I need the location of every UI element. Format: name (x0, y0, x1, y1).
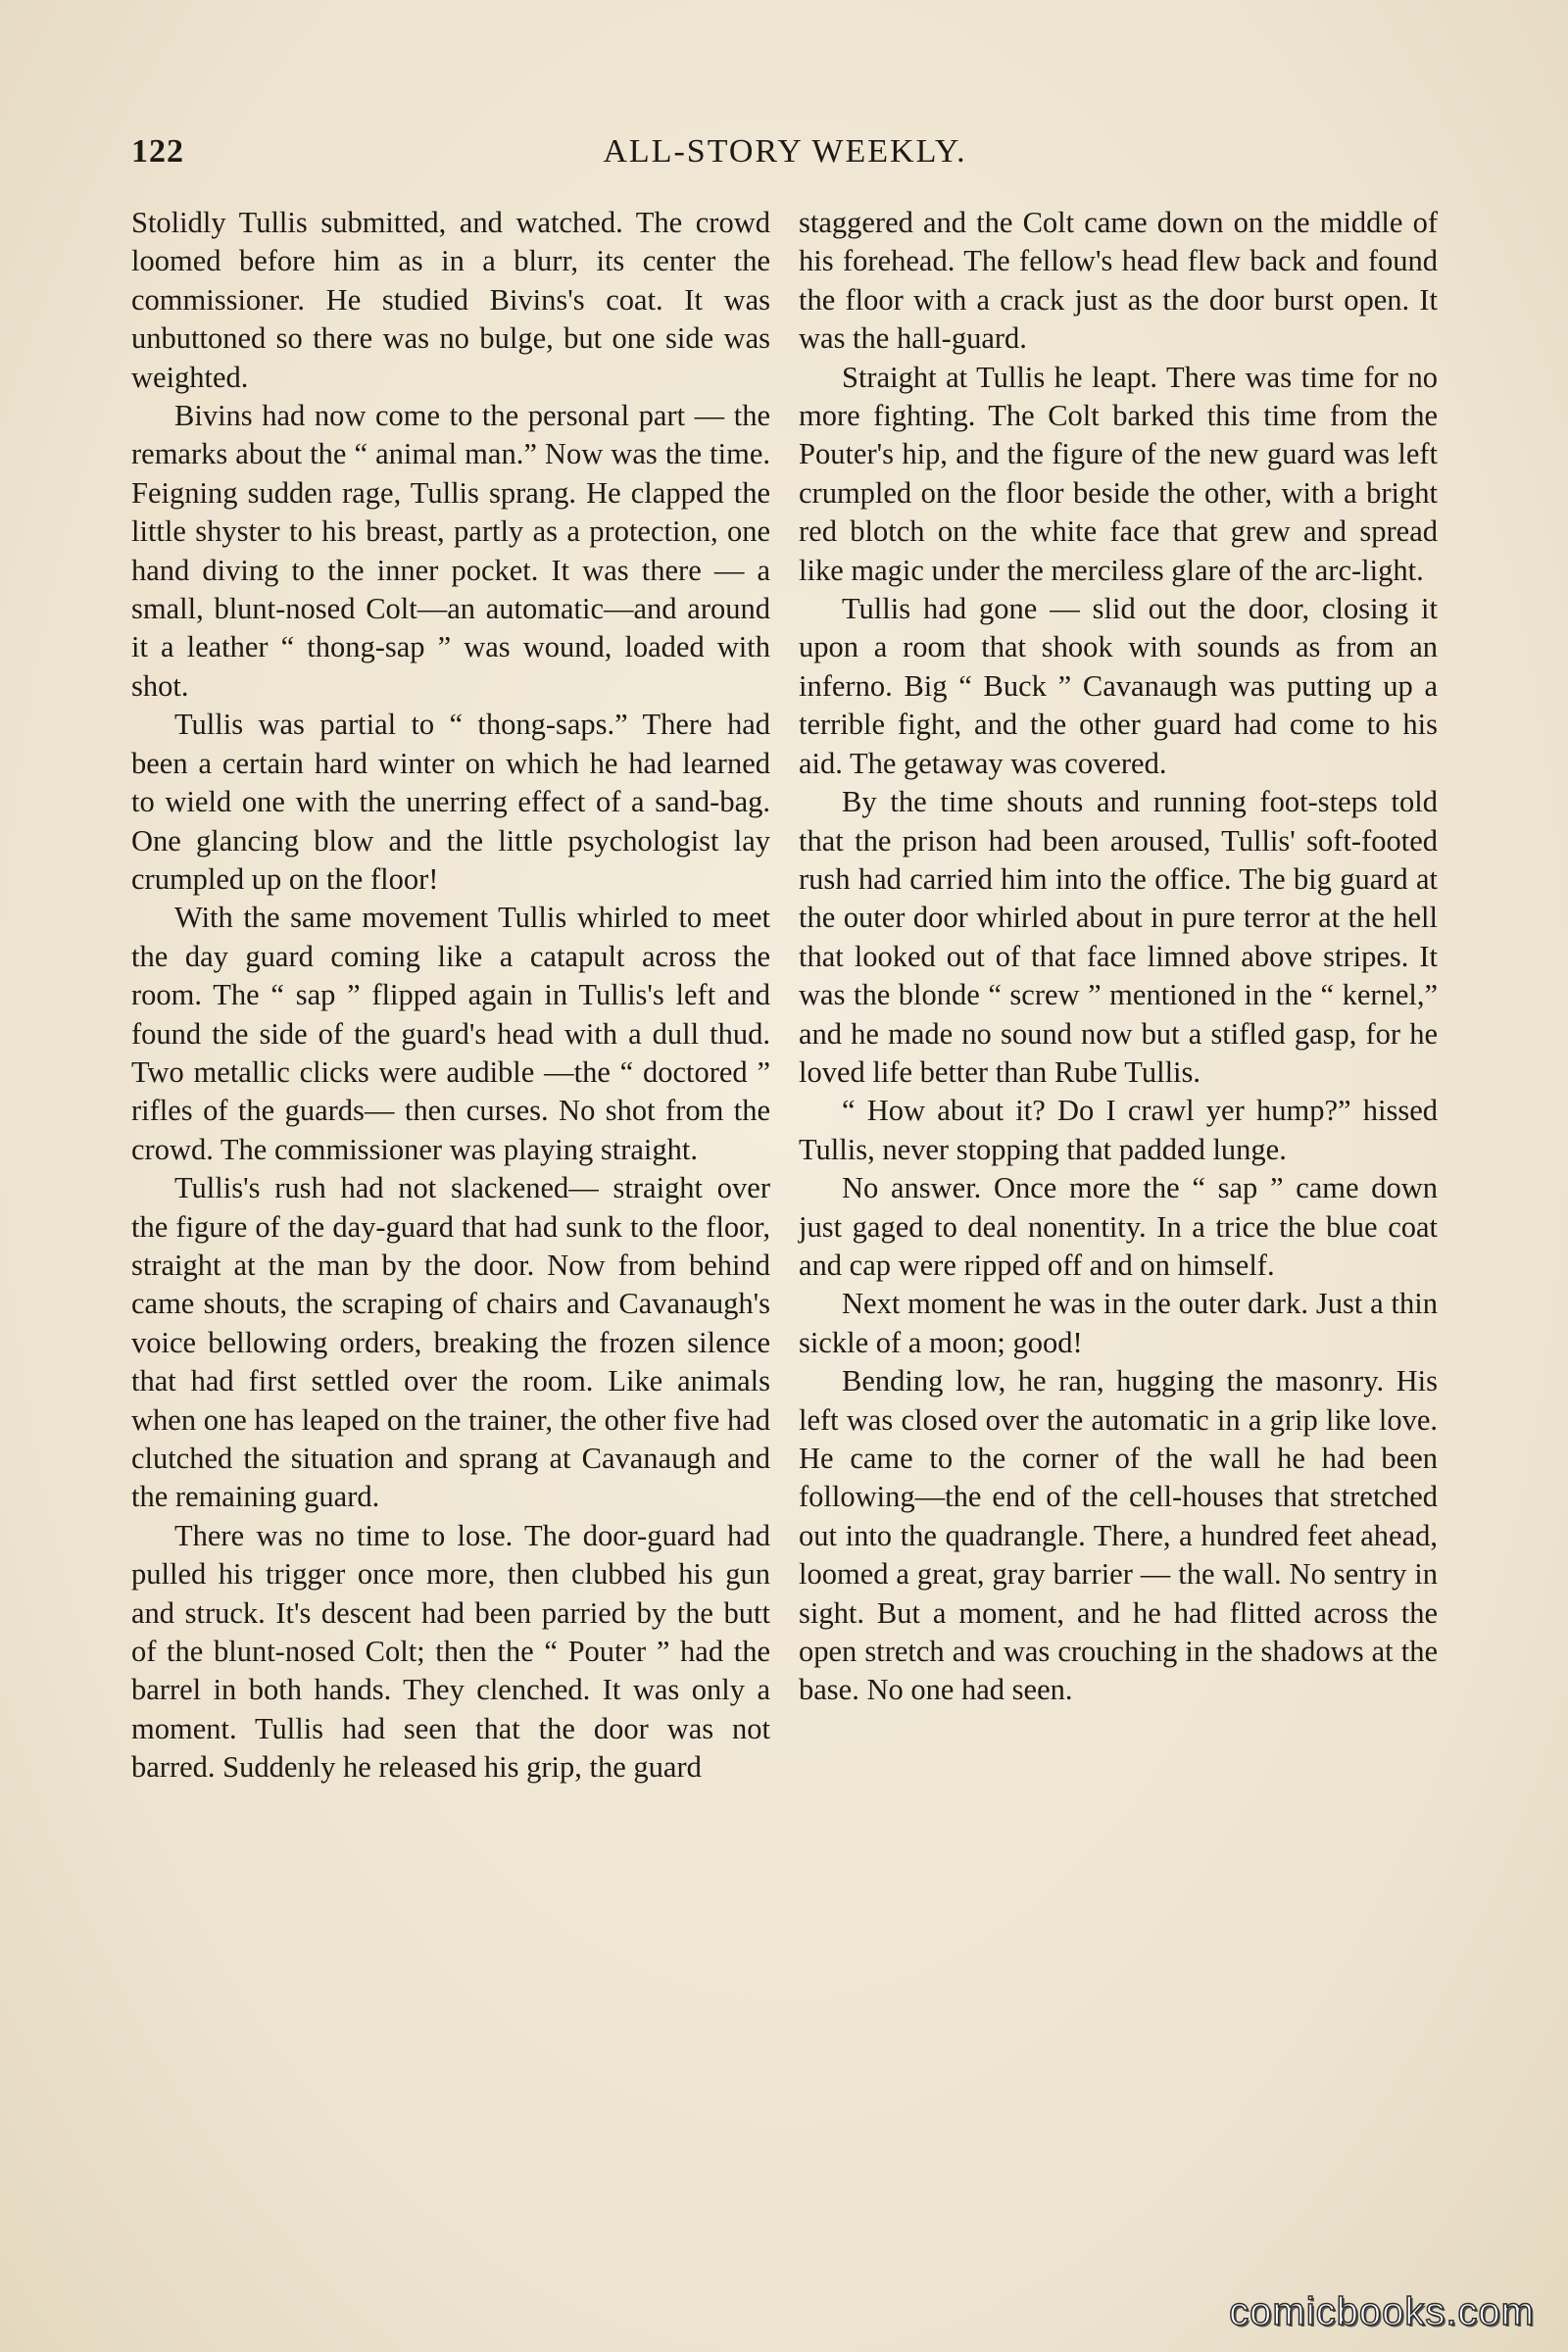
source-watermark: comicbooks.com (1229, 2290, 1535, 2333)
paragraph: Stolidly Tullis submitted, and watched. The crowd loomed before him as in a blurr, its center the commissioner. He studied Bivins's coat. It was unbuttoned so there was no bulge, but one side was weighted. (131, 206, 770, 394)
paragraph: By the time shouts and running foot-steps told that the prison had been aroused, Tullis' soft-footed rush had carried him into the office. The big guard at the outer door whirled about in pure terror at the hell that looked out of that face limned above stripes. It was the blonde “ screw ” mentioned in the “ kernel,” and he made no sound now but a stifled gasp, for he loved life better than Rube Tullis. (799, 785, 1438, 1089)
paragraph: Straight at Tullis he leapt. There was time for no more fighting. The Colt barked this time from the Pouter's hip, and the figure of the new guard was left crumpled on the floor beside the other, with a bright red blotch on the white face that grew and spread like magic under the merciless glare of the arc-light. (799, 360, 1438, 587)
running-header (131, 133, 1439, 182)
paragraph: Tullis's rush had not slackened— straight over the figure of the day-guard that had sunk to the floor, straight at the man by the door. Now from behind came shouts, the scraping of chairs and Cavanaugh's voice bellowing orders, breaking the frozen silence that had first settled over the room. Like animals when one has leaped on the trainer, the other five had clutched the situation and sprang at Cavanaugh and the remaining guard. (131, 1171, 770, 1514)
paragraph: Bivins had now come to the personal part — the remarks about the “ animal man.” Now was the time. Feigning sudden rage, Tullis sprang. He clapped the little shyster to his breast, partly as a protection, one hand diving to the inner pocket. It was there — a small, blunt-nosed Colt—an automatic—and around it a leather “ thong-sap ” was wound, loaded with shot. (131, 399, 770, 703)
paragraph: There was no time to lose. The door-guard had pulled his trigger once more, then clubbed his gun and struck. It's descent had been parried by the butt of the blunt-nosed Colt; then the “ Pouter ” had the barrel in both hands. They clenched. It was only a moment. Tullis had seen that the door was not barred. Suddenly he released his grip, the guard (131, 1518, 770, 1785)
paragraph: Next moment he was in the outer dark. Just a thin sickle of a moon; good! (799, 1287, 1438, 1359)
magazine-title: ALL-STORY WEEKLY. (603, 133, 967, 170)
left-column (131, 204, 770, 1788)
paragraph: Tullis had gone — slid out the door, closing it upon a room that shook with sounds as from an inferno. Big “ Buck ” Cavanaugh was putting up a terrible fight, and the other guard had come to his aid. The getaway was covered. (799, 592, 1438, 780)
right-column (799, 204, 1438, 1710)
text-columns (131, 204, 1437, 2193)
paragraph: “ How about it? Do I crawl yer hump?” hissed Tullis, never stopping that padded lunge. (799, 1094, 1438, 1166)
paragraph: No answer. Once more the “ sap ” came down just gaged to deal nonentity. In a trice the blue coat and cap were ripped off and on himself. (799, 1171, 1438, 1282)
paragraph: With the same movement Tullis whirled to meet the day guard coming like a catapult across the room. The “ sap ” flipped again in Tullis's left and found the side of the guard's head with a dull thud. Two metallic clicks were audible —the “ doctored ” rifles of the guards— then curses. No shot from the crowd. The commissioner was playing straight. (131, 901, 770, 1166)
paragraph: Bending low, he ran, hugging the masonry. His left was closed over the automatic in a grip like love. He came to the corner of the wall he had been following—the end of the cell-houses that stretched out into the quadrangle. There, a hundred feet ahead, loomed a great, gray barrier — the wall. No sentry in sight. But a moment, and he had flitted across the open stretch and was crouching in the shadows at the base. No one had seen. (799, 1364, 1438, 1707)
paragraph: Tullis was partial to “ thong-saps.” There had been a certain hard winter on which he had learned to wield one with the unerring effect of a sand-bag. One glancing blow and the little psychologist lay crumpled up on the floor! (131, 708, 770, 896)
paragraph: staggered and the Colt came down on the middle of his forehead. The fellow's head flew back and found the floor with a crack just as the door burst open. It was the hall-guard. (799, 206, 1438, 356)
page-number: 122 (131, 133, 184, 170)
